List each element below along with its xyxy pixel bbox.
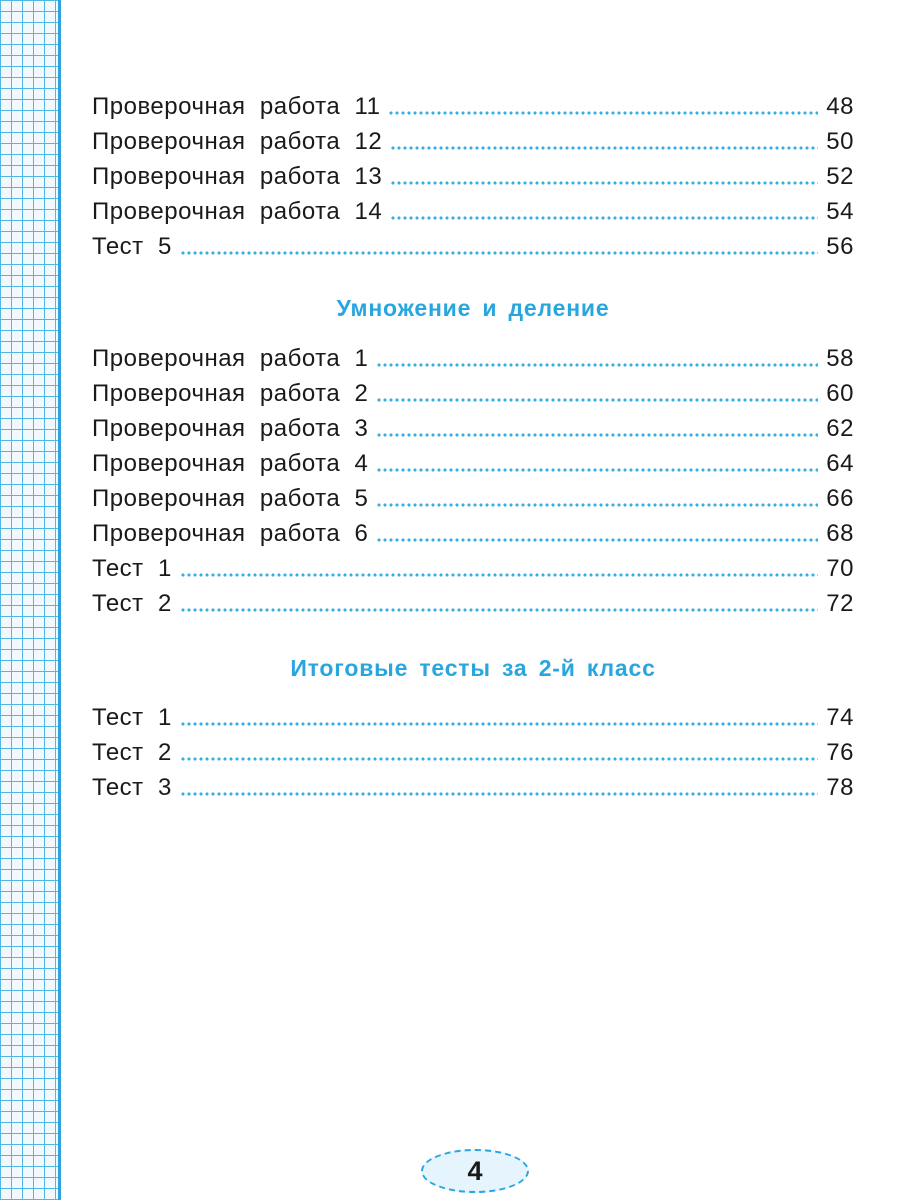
toc-entry[interactable] bbox=[92, 378, 854, 410]
dot-leader bbox=[180, 721, 818, 727]
toc-entry-label: Тест 2 bbox=[92, 739, 172, 766]
toc-entry-page: 50 bbox=[826, 128, 854, 155]
dot-leader bbox=[180, 572, 818, 578]
toc-entry-label: Тест 1 bbox=[92, 555, 172, 582]
toc-entry-label: Тест 1 bbox=[92, 704, 172, 731]
toc-entry-label: Проверочная работа 13 bbox=[92, 163, 383, 190]
page-number: 4 bbox=[467, 1155, 483, 1186]
page-number-badge bbox=[421, 1149, 529, 1193]
toc-entry-label: Проверочная работа 3 bbox=[92, 415, 369, 442]
grid-margin-strip bbox=[0, 0, 58, 1200]
dot-leader bbox=[376, 502, 818, 508]
dot-leader bbox=[388, 110, 818, 116]
toc-entry-page: 78 bbox=[826, 774, 854, 801]
toc-entry-page: 62 bbox=[826, 415, 854, 442]
table-of-contents bbox=[92, 0, 854, 1200]
toc-entry-page: 68 bbox=[826, 520, 854, 547]
toc-entry-label: Проверочная работа 12 bbox=[92, 128, 383, 155]
dot-leader bbox=[376, 397, 818, 403]
toc-entry[interactable] bbox=[92, 161, 854, 193]
dot-leader bbox=[180, 250, 818, 256]
toc-entry-label: Проверочная работа 4 bbox=[92, 450, 369, 477]
dot-leader bbox=[180, 791, 818, 797]
toc-entry[interactable] bbox=[92, 231, 854, 263]
dot-leader bbox=[390, 180, 818, 186]
toc-entry[interactable] bbox=[92, 702, 854, 734]
toc-entry-label: Проверочная работа 2 bbox=[92, 380, 369, 407]
toc-entry[interactable] bbox=[92, 126, 854, 158]
dot-leader bbox=[376, 362, 818, 368]
section-title-multiplication: Умножение и деление bbox=[336, 295, 610, 321]
toc-entry-page: 76 bbox=[826, 739, 854, 766]
dot-leader bbox=[376, 432, 818, 438]
toc-entry[interactable] bbox=[92, 737, 854, 769]
toc-entry-page: 58 bbox=[826, 345, 854, 372]
toc-entry[interactable] bbox=[92, 343, 854, 375]
toc-entry-label: Тест 5 bbox=[92, 233, 172, 260]
toc-entry-label: Тест 2 bbox=[92, 590, 172, 617]
dot-leader bbox=[376, 537, 818, 543]
toc-entry[interactable] bbox=[92, 772, 854, 804]
toc-entry[interactable] bbox=[92, 518, 854, 550]
dot-leader bbox=[180, 756, 818, 762]
dot-leader bbox=[180, 607, 818, 613]
toc-entry[interactable] bbox=[92, 553, 854, 585]
toc-entry[interactable] bbox=[92, 413, 854, 445]
dot-leader bbox=[376, 467, 818, 473]
toc-entry[interactable] bbox=[92, 483, 854, 515]
toc-entry-page: 74 bbox=[826, 704, 854, 731]
toc-entry-page: 72 bbox=[826, 590, 854, 617]
grid-margin-edge bbox=[58, 0, 61, 1200]
toc-entry[interactable] bbox=[92, 91, 854, 123]
toc-entry-label: Проверочная работа 11 bbox=[92, 93, 381, 120]
toc-entry-page: 52 bbox=[826, 163, 854, 190]
toc-entry-label: Тест 3 bbox=[92, 774, 172, 801]
toc-entry-page: 60 bbox=[826, 380, 854, 407]
toc-entry-label: Проверочная работа 6 bbox=[92, 520, 369, 547]
section-title-final-tests: Итоговые тесты за 2-й класс bbox=[290, 655, 656, 681]
toc-entry-page: 48 bbox=[826, 93, 854, 120]
toc-entry[interactable] bbox=[92, 448, 854, 480]
toc-entry-page: 56 bbox=[826, 233, 854, 260]
toc-entry[interactable] bbox=[92, 196, 854, 228]
dot-leader bbox=[390, 215, 818, 221]
toc-entry-page: 64 bbox=[826, 450, 854, 477]
dot-leader bbox=[390, 145, 818, 151]
toc-entry-label: Проверочная работа 14 bbox=[92, 198, 383, 225]
toc-entry-label: Проверочная работа 1 bbox=[92, 345, 369, 372]
toc-entry-page: 54 bbox=[826, 198, 854, 225]
toc-entry-label: Проверочная работа 5 bbox=[92, 485, 369, 512]
toc-entry-page: 70 bbox=[826, 555, 854, 582]
toc-entry[interactable] bbox=[92, 588, 854, 620]
toc-entry-page: 66 bbox=[826, 485, 854, 512]
